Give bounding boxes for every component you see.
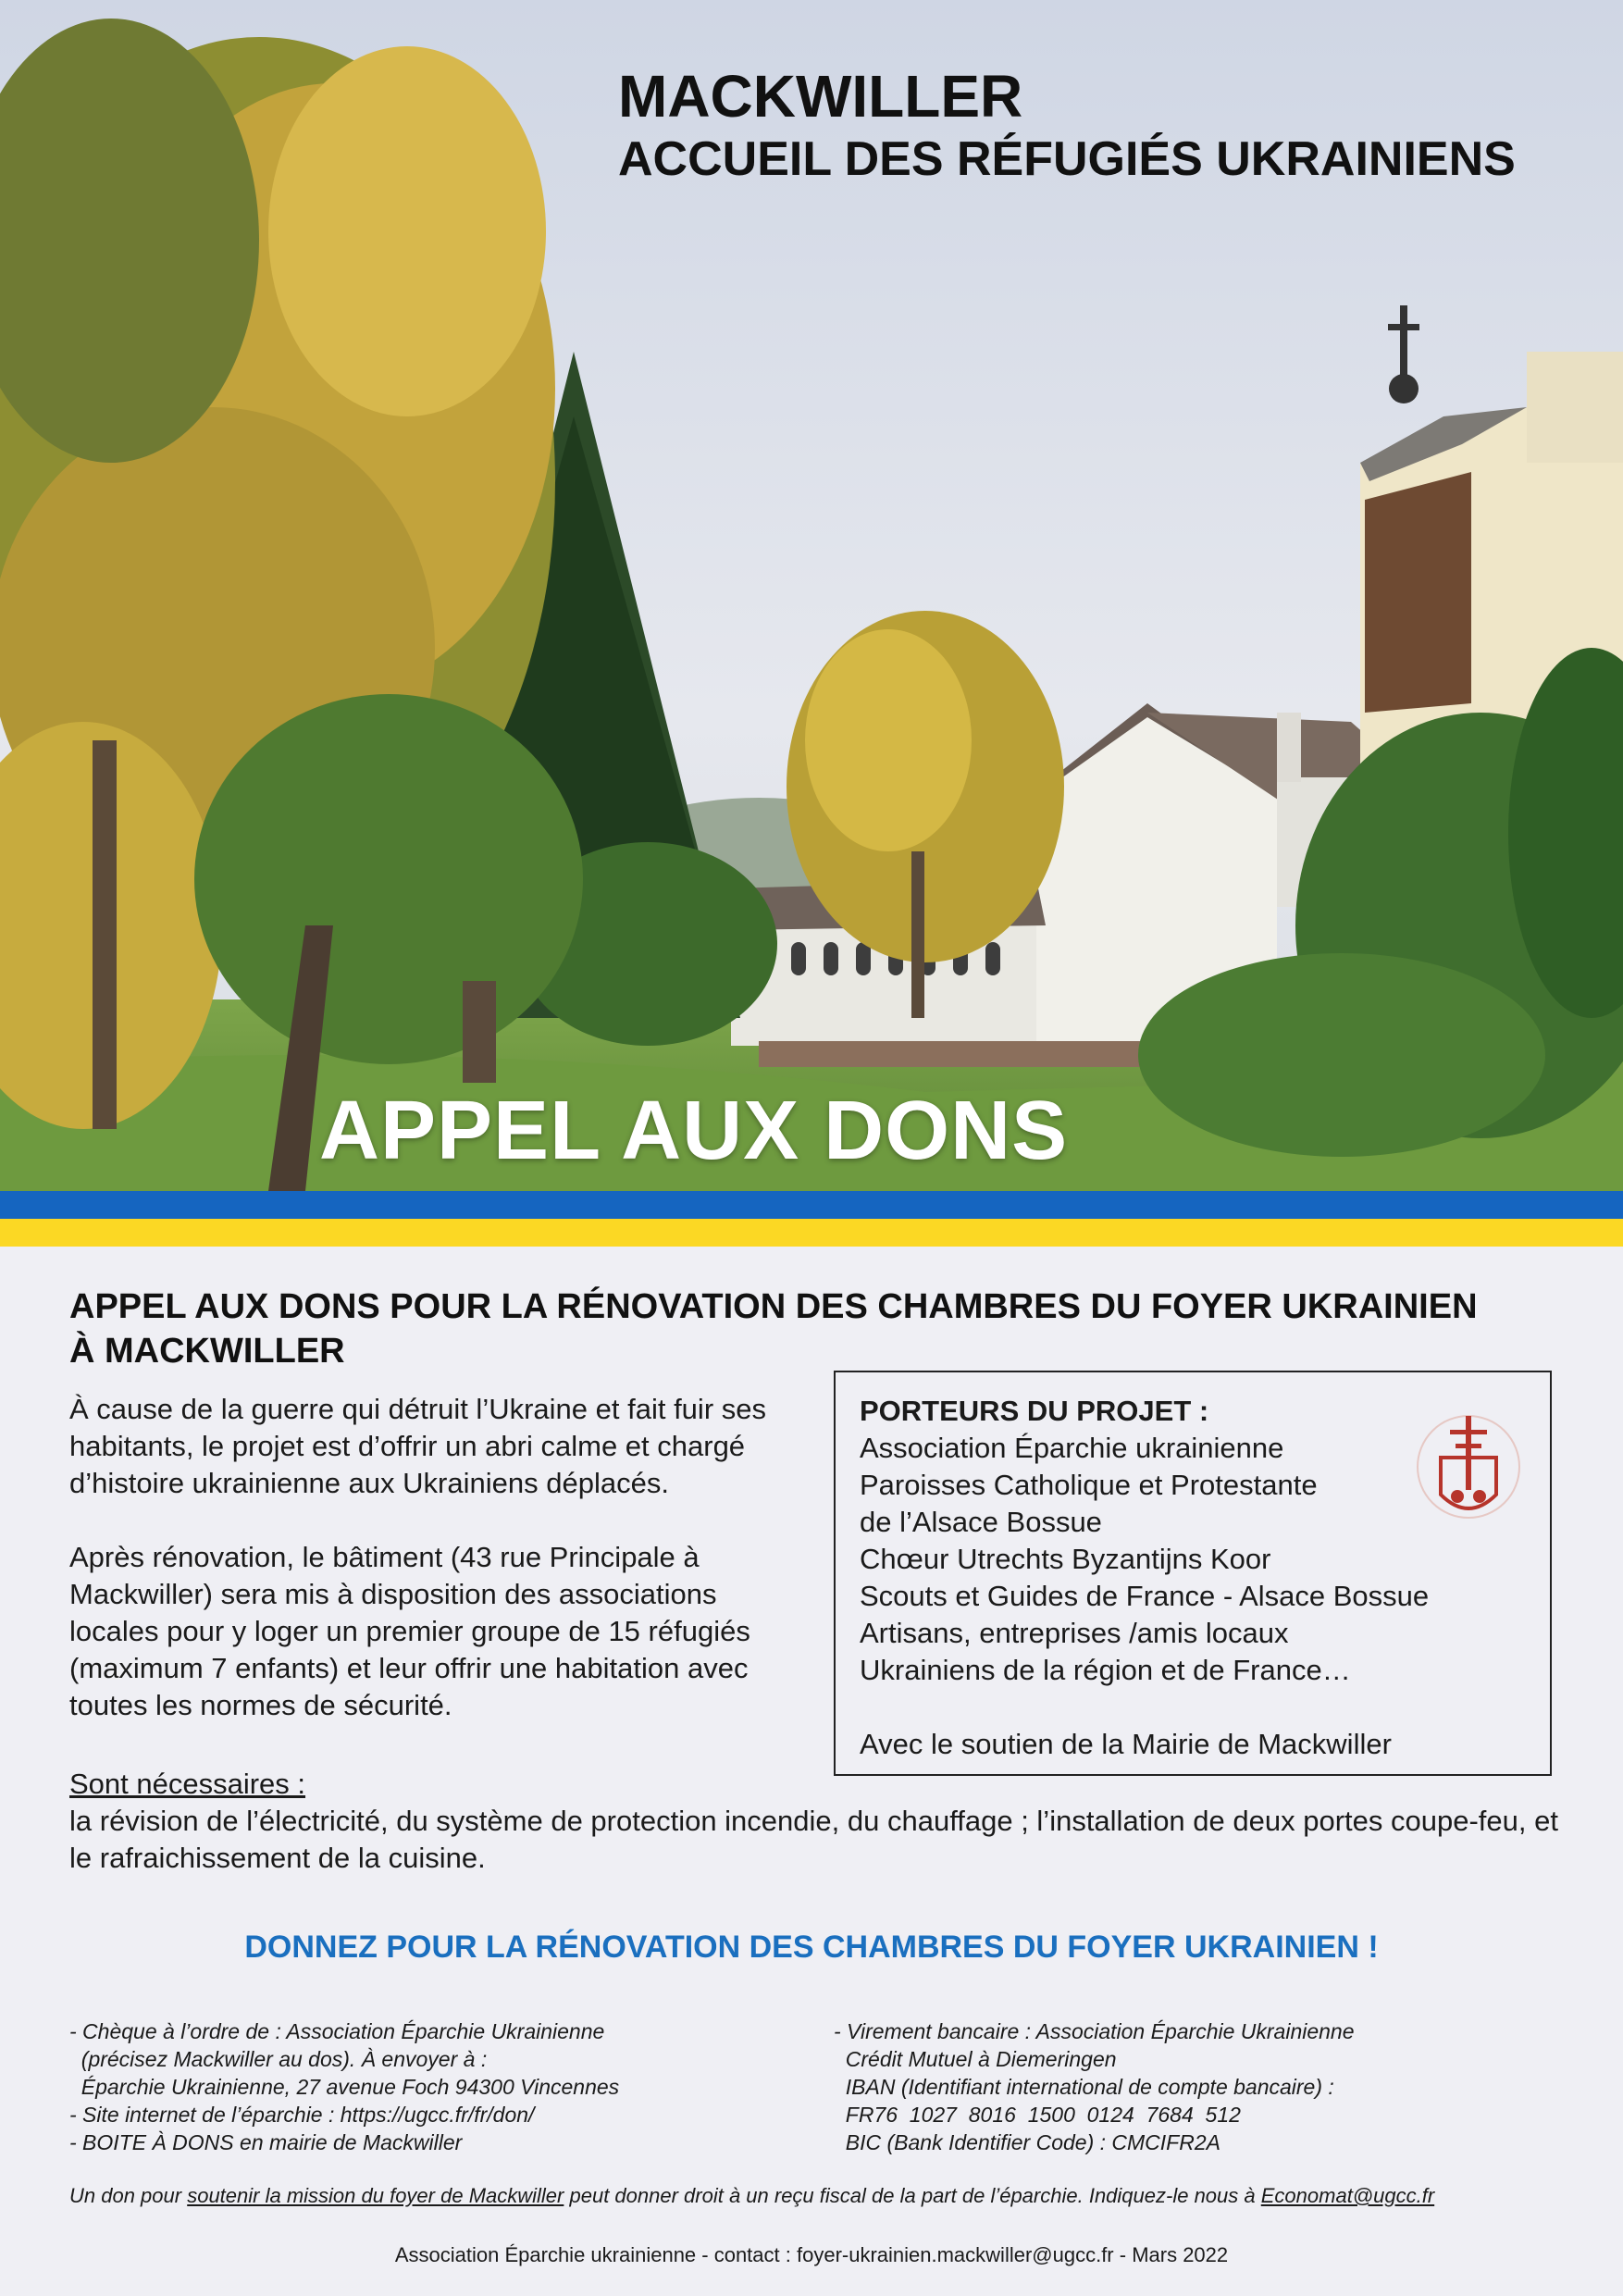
hero-title bbox=[618, 63, 1516, 189]
payment-line: - BOITE À DONS en mairie de Mackwiller bbox=[69, 2130, 463, 2154]
description bbox=[69, 1391, 810, 1761]
carrier-item: Scouts et Guides de France - Alsace Bossue bbox=[860, 1580, 1430, 1612]
mission-link[interactable]: soutenir la mission du foyer de Mackwiller bbox=[187, 2184, 564, 2207]
main-heading bbox=[69, 1285, 1568, 1373]
flag-stripe-blue bbox=[0, 1191, 1623, 1219]
carrier-item: Association Éparchie ukrainienne bbox=[860, 1432, 1284, 1464]
payment-line: FR76 1027 8016 1500 0124 7684 512 bbox=[834, 2103, 1241, 2127]
payment-line: - Virement bancaire : Association Éparchie Ukrainienne bbox=[834, 2019, 1355, 2043]
tax-note bbox=[69, 2182, 1587, 2210]
heading-line-1: APPEL AUX DONS POUR LA RÉNOVATION DES CHAMBRES DU FOYER UKRAINIEN bbox=[69, 1287, 1478, 1326]
paragraph-project: Après rénovation, le bâtiment (43 rue Principale à Mackwiller) sera mis à disposition des associations locales pour y loger un premier groupe de 15 réfugiés (maximum 7 enfants) et leur offrir une habitation avec toutes les normes de sécurité. bbox=[69, 1541, 750, 1721]
note-text: Un don pour bbox=[69, 2184, 188, 2207]
needed-text: la révision de l’électricité, du système de protection incendie, du chauffage ; l’installation de deux portes coupe-feu, et le rafraichissement de la cuisine. bbox=[69, 1805, 1558, 1874]
economat-email-link[interactable]: Economat@ugcc.fr bbox=[1260, 2184, 1435, 2207]
payment-line: BIC (Bank Identifier Code) : CMCIFR2A bbox=[834, 2130, 1220, 2154]
carrier-item: Artisans, entreprises /amis locaux bbox=[860, 1617, 1289, 1649]
payment-options-right bbox=[834, 2017, 1574, 2156]
title-subtitle: ACCUEIL DES RÉFUGIÉS UKRAINIENS bbox=[618, 132, 1516, 186]
appel-banner: APPEL AUX DONS bbox=[319, 1085, 1069, 1177]
needed-label: Sont nécessaires : bbox=[69, 1768, 306, 1800]
project-carriers-box bbox=[834, 1371, 1552, 1776]
box-heading: PORTEURS DU PROJET : bbox=[860, 1395, 1209, 1427]
carrier-item: de l’Alsace Bossue bbox=[860, 1506, 1102, 1538]
needed-section bbox=[69, 1766, 1587, 1877]
carrier-item: Ukrainiens de la région et de France… bbox=[860, 1654, 1351, 1686]
heading-line-2: À MACKWILLER bbox=[69, 1332, 345, 1371]
footer-contact: Association Éparchie ukrainienne - contact : foyer-ukrainien.mackwiller@ugcc.fr - Mars 2022 bbox=[394, 2243, 1229, 2266]
title-town: MACKWILLER bbox=[618, 63, 1023, 130]
eparchy-emblem-icon bbox=[1413, 1393, 1524, 1550]
payment-line: - Chèque à l’ordre de : Association Éparchie Ukrainienne bbox=[69, 2019, 605, 2043]
payment-line: Crédit Mutuel à Diemeringen bbox=[834, 2047, 1117, 2071]
support-line: Avec le soutien de la Mairie de Mackwiller bbox=[860, 1728, 1392, 1760]
carrier-item: Paroisses Catholique et Protestante bbox=[860, 1469, 1318, 1501]
payment-line: - Site internet de l’éparchie : https://ugcc.fr/fr/don/ bbox=[69, 2103, 535, 2127]
payment-options-left bbox=[69, 2017, 810, 2156]
payment-line: IBAN (Identifiant international de compte bancaire) : bbox=[834, 2075, 1334, 2099]
call-to-action: DONNEZ POUR LA RÉNOVATION DES CHAMBRES DU FOYER UKRAINIEN ! bbox=[244, 1930, 1379, 1965]
flag-stripe-yellow bbox=[0, 1219, 1623, 1247]
payment-line: (précisez Mackwiller au dos). À envoyer à : bbox=[69, 2047, 488, 2071]
payment-line: Éparchie Ukrainienne, 27 avenue Foch 94300 Vincennes bbox=[69, 2075, 620, 2099]
carrier-item: Chœur Utrechts Byzantijns Koor bbox=[860, 1543, 1271, 1575]
paragraph-context: À cause de la guerre qui détruit l’Ukraine et fait fuir ses habitants, le projet est d’offrir un abri calme et chargé d’histoire ukrainienne aux Ukrainiens déplacés. bbox=[69, 1393, 766, 1499]
note-text: peut donner droit à un reçu fiscal de la part de l’éparchie. Indiquez-le nous à bbox=[564, 2184, 1261, 2207]
